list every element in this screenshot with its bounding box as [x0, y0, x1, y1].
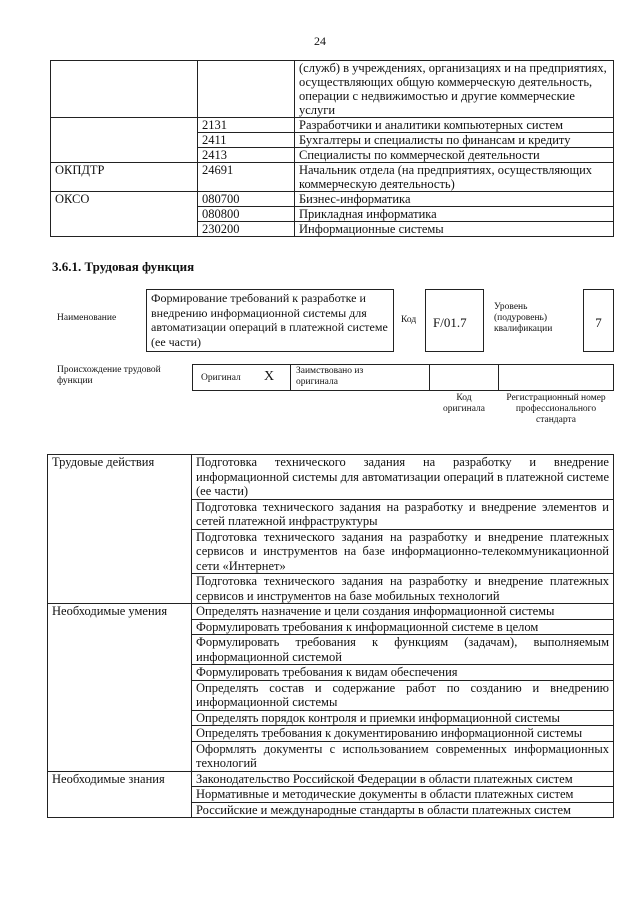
- classifier-table: [50, 60, 614, 237]
- classifier-code-cell: 080700: [198, 192, 295, 207]
- classifier-code-cell: 2413: [198, 148, 295, 163]
- reg-number-label: Регистрационный номер профессионального стандарта: [506, 393, 606, 425]
- level-box: [583, 289, 614, 352]
- competency-table: [47, 454, 614, 818]
- original-label: Оригинал: [201, 373, 241, 383]
- classifier-title-cell: Специалисты по коммерческой деятельности: [295, 148, 614, 163]
- classifier-code-cell: 24691: [198, 163, 295, 192]
- origin-original-box: [192, 364, 291, 391]
- classifier-title-cell: (служб) в учреждениях, организациях и на предприятиях, осуществляющих общую коммерческую деятельность, операции с недвижимостью и другие коммерческие услуги: [295, 61, 614, 118]
- section-title: 3.6.1. Трудовая функция: [52, 259, 195, 274]
- classifier-title-cell: Бухгалтеры и специалисты по финансам и кредиту: [295, 133, 614, 148]
- classifier-name-cell: [51, 222, 198, 237]
- table-row: [51, 207, 614, 222]
- list-item: Формулировать требования к функциям (задачам), выполняемым информационной системой: [192, 635, 614, 665]
- classifier-code-cell: [198, 61, 295, 118]
- level-label: Уровень (подуровень) квалификации: [494, 302, 553, 334]
- function-code-box: [425, 289, 484, 352]
- table-row: [48, 604, 614, 620]
- code-label: Код: [401, 315, 417, 325]
- classifier-name-cell: [51, 61, 198, 118]
- list-item: Формулировать требования к информационной системе в целом: [192, 619, 614, 635]
- classifier-name-cell: [51, 133, 198, 148]
- table-row: [51, 133, 614, 148]
- classifier-title-cell: Разработчики и аналитики компьютерных систем: [295, 118, 614, 133]
- table-row: [51, 61, 614, 118]
- list-item: Оформлять документы с использованием современных информационных технологий: [192, 741, 614, 771]
- list-item: Определять порядок контроля и приемки информационной системы: [192, 710, 614, 726]
- list-item: Определять назначение и цели создания информационной системы: [192, 604, 614, 620]
- list-item: Подготовка технического задания на разработку и внедрение информационной системы для автоматизации операций в платежной системе (ее части): [192, 455, 614, 500]
- table-row: [51, 222, 614, 237]
- code-original-label: Код оригинала: [443, 393, 485, 414]
- table-row: [48, 771, 614, 787]
- classifier-name-cell: ОКПДТР: [51, 163, 198, 192]
- origin-label: Происхождение трудовой функции: [57, 365, 161, 386]
- classifier-code-cell: 080800: [198, 207, 295, 222]
- group-label: Трудовые действия: [48, 455, 192, 604]
- borrowed-label: Заимствовано из оригинала: [296, 366, 364, 387]
- list-item: Подготовка технического задания на разработку и внедрение элементов и сетей платежной инфраструктуры: [192, 499, 614, 529]
- classifier-name-cell: [51, 148, 198, 163]
- list-item: Нормативные и методические документы в области платежных систем: [192, 787, 614, 803]
- function-code-value: F/01.7: [433, 315, 467, 330]
- classifier-title-cell: Информационные системы: [295, 222, 614, 237]
- origin-reg-box: [498, 364, 614, 391]
- function-name-value: Формирование требований к разработке и внедрению информационной системы для автоматизации операций в платежной системе (ее части): [151, 291, 388, 349]
- list-item: Законодательство Российской Федерации в области платежных систем: [192, 771, 614, 787]
- classifier-title-cell: Бизнес-информатика: [295, 192, 614, 207]
- classifier-code-cell: 230200: [198, 222, 295, 237]
- group-label: Необходимые знания: [48, 771, 192, 818]
- list-item: Определять требования к документированию информационной системы: [192, 726, 614, 742]
- origin-code-box: [429, 364, 499, 391]
- classifier-name-cell: ОКСО: [51, 192, 198, 207]
- classifier-name-cell: [51, 207, 198, 222]
- name-label: Наименование: [57, 313, 117, 323]
- list-item: Определять состав и содержание работ по созданию и внедрению информационной системы: [192, 680, 614, 710]
- list-item: Формулировать требования к видам обеспечения: [192, 665, 614, 681]
- classifier-title-cell: Начальник отдела (на предприятиях, осуществляющих коммерческую деятельность): [295, 163, 614, 192]
- list-item: Подготовка технического задания на разработку и внедрение платежных сервисов и инструментов на базе информационно-телекоммуникационной сети «Интернет»: [192, 529, 614, 574]
- list-item: Российские и международные стандарты в области платежных систем: [192, 802, 614, 818]
- table-row: [51, 192, 614, 207]
- classifier-code-cell: 2131: [198, 118, 295, 133]
- table-row: [48, 455, 614, 500]
- table-row: [51, 148, 614, 163]
- original-mark: X: [264, 369, 275, 384]
- table-row: [51, 118, 614, 133]
- classifier-title-cell: Прикладная информатика: [295, 207, 614, 222]
- level-value: 7: [595, 315, 602, 330]
- list-item: Подготовка технического задания на разработку и внедрение платежных сервисов и инструментов на базе мобильных технологий: [192, 574, 614, 604]
- classifier-code-cell: 2411: [198, 133, 295, 148]
- page-number: 24: [314, 34, 326, 48]
- origin-borrowed-box: [290, 364, 430, 391]
- table-row: [51, 163, 614, 192]
- function-name-box: [146, 289, 394, 352]
- group-label: Необходимые умения: [48, 604, 192, 772]
- classifier-name-cell: [51, 118, 198, 133]
